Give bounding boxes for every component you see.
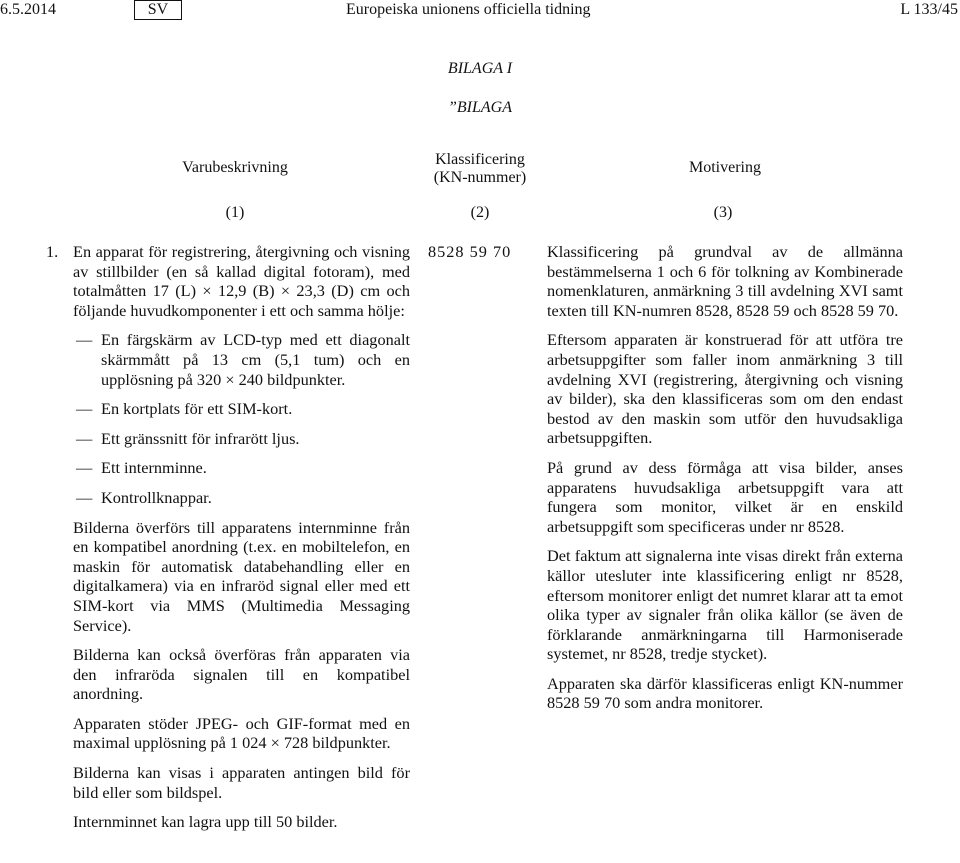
component-item: — Ett gränssnitt för infrarött ljus. [76, 428, 300, 448]
column-header-classification-line2: (KN-nummer) [433, 169, 527, 186]
item-number: 1. [46, 242, 59, 261]
description-paragraph: Bilderna överförs till apparatens internminne från en kompatibel anordning (t.ex. en mobiltelefon, en maskin för automatisk databehandling eller en digitalkamera) via en infraröd signal eller med ett SIM-kort via MMS (Multimedia Messaging Service). [73, 517, 410, 635]
component-item: — Kontrollknappar. [76, 487, 212, 507]
cn-code: 8528 59 70 [428, 242, 512, 261]
column-header-justification: Motivering [689, 159, 761, 176]
component-list [46, 330, 410, 831]
justification-paragraph: Det faktum att signalerna inte visas direkt från externa källor utesluter inte klassificering enligt nr 8528, eftersom monitorer enligt det numret klarar att ta emot olika typer av signaler från olika källor (se även de förklarande anmärkningarna till Harmoniserade systemet, nr 8528, tredje stycket). [547, 546, 903, 664]
column-number-3: (3) [713, 204, 733, 221]
description-column [46, 242, 410, 842]
justification-column [547, 242, 903, 723]
language-code-box: SV [134, 0, 182, 20]
column-header-description: Varubeskrivning [182, 159, 288, 176]
page-reference: L 133/45 [900, 1, 958, 18]
column-number-2: (2) [470, 204, 490, 221]
description-paragraph: Internminnet kan lagra upp till 50 bilder. [73, 812, 338, 832]
column-number-1: (1) [225, 204, 245, 221]
column-header-classification [400, 151, 560, 187]
annex-title: BILAGA I [447, 60, 513, 77]
page-header [0, 0, 960, 22]
dash-icon: — [76, 399, 93, 419]
description-paragraph: Apparaten stöder JPEG- och GIF-format med en maximal upplösning på 1 024 × 728 bildpunkter. [73, 713, 410, 753]
description-paragraph: Bilderna kan visas i apparaten antingen bild för bild eller som bildspel. [73, 763, 410, 802]
dash-icon: — [76, 330, 93, 350]
dash-icon: — [76, 458, 93, 478]
justification-paragraph: Eftersom apparaten är konstruerad för att utföra tre arbetsuppgifter som faller inom anmärkning 3 till avdelning XVI (registrering, återgivning och visning av bilder), ska den klassificeras som om den endast bestod av den maskin som utför den huvudsakliga arbetsuppgiften. [547, 330, 903, 448]
component-item: — Ett internminne. [76, 458, 207, 478]
column-header-classification-line1: Klassificering [435, 151, 525, 168]
journal-title: Europeiska unionens officiella tidning [346, 1, 591, 18]
annex-subtitle: ”BILAGA [448, 99, 512, 116]
justification-paragraph: Klassificering på grundval av de allmänna bestämmelserna 1 och 6 för tolkning av Kombinerade nomenklaturen, anmärkning 3 till avdelning XVI samt texten till KN-numren 8528, 8528 59 och 8528 59 70. [547, 242, 903, 320]
dash-icon: — [76, 428, 93, 448]
justification-paragraph: På grund av dess förmåga att visa bilder, anses apparatens huvudsakliga arbetsuppgift vara att fungera som monitor, vilket är en enskild arbetsuppgift som specificeras under nr 8528. [547, 457, 903, 536]
classification-column [428, 242, 538, 262]
component-item: — En kortplats för ett SIM-kort. [76, 399, 293, 419]
justification-paragraph: Apparaten ska därför klassificeras enligt KN-nummer 8528 59 70 som andra monitorer. [547, 673, 903, 713]
description-item [46, 242, 410, 320]
dash-icon: — [76, 487, 93, 507]
description-paragraph: Bilderna kan också överföras från apparaten via den infraröda signalen till en kompatibel anordning. [73, 645, 410, 704]
publication-date: 6.5.2014 [0, 1, 56, 18]
component-item: — En färgskärm av LCD-typ med ett diagonalt skärmmått på 13 cm (5,1 tum) och en upplösning på 320 × 240 bildpunkter. [76, 330, 410, 389]
description-intro: En apparat för registrering, återgivning och visning av stillbilder (en så kallad digital fotoram), med totalmåtten 17 (L) × 12,9 (B) × 23,3 (D) cm och följande huvudkomponenter i ett och samma hölje: [73, 242, 410, 320]
